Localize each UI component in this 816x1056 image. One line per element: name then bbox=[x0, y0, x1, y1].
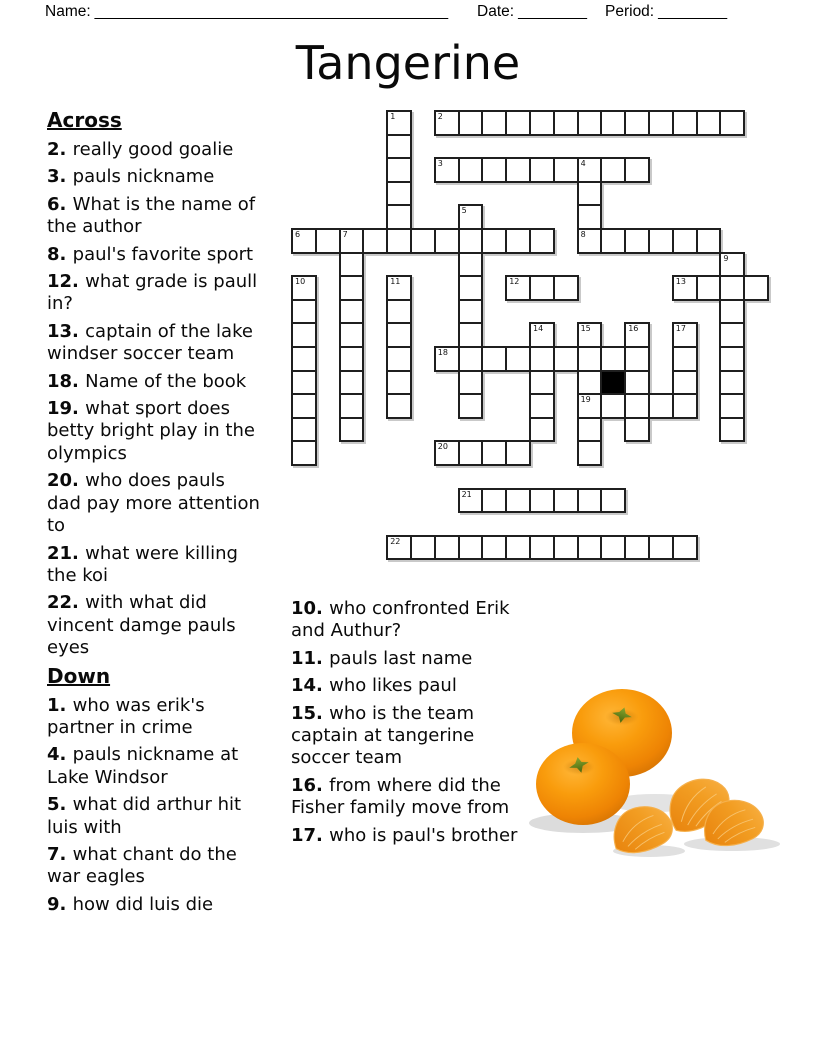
grid-cell[interactable] bbox=[719, 370, 745, 396]
grid-cell[interactable] bbox=[291, 299, 317, 325]
clue-1: 1. who was erik's partner in crime bbox=[47, 694, 205, 738]
grid-cell-number: 19 bbox=[580, 395, 591, 405]
grid-cell[interactable] bbox=[577, 204, 603, 230]
grid-cell-number: 20 bbox=[437, 442, 448, 452]
grid-cell[interactable] bbox=[719, 275, 745, 301]
grid-cell[interactable] bbox=[648, 535, 674, 561]
grid-cell[interactable] bbox=[458, 393, 484, 419]
grid-cell[interactable] bbox=[458, 488, 484, 514]
grid-cell[interactable] bbox=[743, 275, 769, 301]
clue-9: 9. how did luis die bbox=[47, 893, 214, 915]
clue-2: 2. really good goalie bbox=[47, 139, 234, 160]
grid-cell[interactable] bbox=[505, 488, 531, 514]
clue-19: 19. what sport does betty bright play in the olympics bbox=[47, 398, 255, 464]
grid-cell[interactable] bbox=[339, 299, 365, 325]
grid-cell[interactable] bbox=[434, 535, 460, 561]
grid-cell[interactable] bbox=[648, 393, 674, 419]
grid-cell[interactable] bbox=[434, 228, 460, 254]
grid-cell[interactable] bbox=[624, 370, 650, 396]
clue-14: 14. who likes paul bbox=[291, 675, 457, 697]
grid-cell[interactable] bbox=[386, 204, 412, 230]
across-heading: Across bbox=[47, 108, 122, 132]
grid-cell[interactable] bbox=[291, 228, 317, 254]
grid-cell[interactable] bbox=[577, 535, 603, 561]
down-heading: Down bbox=[47, 663, 111, 688]
grid-cell[interactable] bbox=[291, 370, 317, 396]
grid-cell-number: 18 bbox=[437, 348, 448, 357]
grid-cell[interactable] bbox=[672, 346, 698, 372]
grid-cell[interactable] bbox=[315, 228, 341, 254]
grid-cell[interactable] bbox=[458, 275, 484, 301]
grid-cell[interactable] bbox=[553, 488, 579, 514]
grid-cell[interactable] bbox=[577, 488, 603, 514]
grid-cell[interactable] bbox=[339, 370, 365, 396]
grid-cell-number: 10 bbox=[295, 277, 306, 287]
grid-cell[interactable] bbox=[458, 535, 484, 561]
grid-cell[interactable] bbox=[339, 275, 365, 301]
grid-cell[interactable] bbox=[672, 535, 698, 561]
grid-cell[interactable] bbox=[386, 134, 412, 160]
grid-cell-number: 4 bbox=[580, 159, 586, 169]
grid-cell[interactable] bbox=[529, 370, 555, 396]
grid-cell[interactable] bbox=[481, 440, 507, 466]
grid-cell[interactable] bbox=[600, 393, 626, 419]
grid-cell[interactable] bbox=[505, 535, 531, 561]
grid-cell[interactable] bbox=[529, 228, 555, 254]
grid-cell-number: 1 bbox=[390, 112, 396, 121]
grid-cell[interactable] bbox=[577, 157, 603, 183]
grid-cell[interactable] bbox=[577, 181, 603, 207]
grid-cell[interactable] bbox=[386, 322, 412, 348]
grid-cell[interactable] bbox=[529, 417, 555, 443]
grid-cell[interactable] bbox=[386, 157, 412, 183]
grid-cell[interactable] bbox=[481, 535, 507, 561]
grid-cell[interactable] bbox=[386, 275, 412, 301]
grid-cell[interactable] bbox=[672, 228, 698, 254]
grid-cell[interactable] bbox=[529, 157, 555, 183]
grid-cell-number: 2 bbox=[437, 112, 443, 121]
grid-cell[interactable] bbox=[624, 110, 650, 136]
grid-cell[interactable] bbox=[434, 346, 460, 372]
grid-cell[interactable] bbox=[291, 275, 317, 301]
grid-cell[interactable] bbox=[624, 157, 650, 183]
grid-cell[interactable] bbox=[577, 440, 603, 466]
grid-cell[interactable] bbox=[600, 488, 626, 514]
grid-cell[interactable] bbox=[553, 110, 579, 136]
grid-cell[interactable] bbox=[529, 488, 555, 514]
grid-cell[interactable] bbox=[719, 110, 745, 136]
clue-15: 15. who is the team captain at tangerine soccer team bbox=[291, 702, 475, 769]
grid-cell[interactable] bbox=[434, 110, 460, 136]
tangerine-illustration bbox=[527, 653, 816, 878]
grid-cell[interactable] bbox=[696, 228, 722, 254]
grid-cell[interactable] bbox=[529, 393, 555, 419]
grid-cell-number: 6 bbox=[295, 230, 301, 239]
grid-cell[interactable] bbox=[672, 322, 698, 348]
grid-cell[interactable] bbox=[529, 275, 555, 301]
grid-cell-number: 13 bbox=[675, 277, 686, 287]
grid-cell[interactable] bbox=[624, 346, 650, 372]
clue-16: 16. from where did the Fisher family move from bbox=[291, 774, 510, 819]
grid-cell[interactable] bbox=[505, 157, 531, 183]
grid-cell-number: 12 bbox=[509, 277, 520, 287]
grid-cell[interactable] bbox=[458, 440, 484, 466]
grid-cell[interactable] bbox=[410, 535, 436, 561]
clue-17: 17. who is paul's brother bbox=[291, 824, 518, 846]
grid-cell[interactable] bbox=[291, 393, 317, 419]
grid-cell[interactable] bbox=[291, 440, 317, 466]
grid-cell[interactable] bbox=[672, 275, 698, 301]
right-clue-column bbox=[291, 598, 531, 852]
clue-7: 7. what chant do the war eagles bbox=[47, 843, 237, 888]
clue-10: 10. who confronted Erik and Authur? bbox=[291, 598, 510, 642]
grid-cell[interactable] bbox=[696, 275, 722, 301]
grid-cell[interactable] bbox=[458, 322, 484, 348]
grid-cell[interactable] bbox=[529, 346, 555, 372]
across-clue-list bbox=[47, 139, 260, 660]
date-field bbox=[477, 2, 587, 22]
grid-cell[interactable] bbox=[458, 370, 484, 396]
grid-black-cell bbox=[600, 370, 626, 396]
grid-cell[interactable] bbox=[458, 157, 484, 183]
grid-cell[interactable] bbox=[434, 440, 460, 466]
grid-cell[interactable] bbox=[719, 252, 745, 278]
grid-cell[interactable] bbox=[481, 157, 507, 183]
clue-12: 12. what grade is paull in? bbox=[47, 271, 258, 315]
grid-cell[interactable] bbox=[434, 157, 460, 183]
grid-cell[interactable] bbox=[291, 322, 317, 348]
clue-8: 8. paul's favorite sport bbox=[47, 243, 254, 265]
grid-cell[interactable] bbox=[505, 110, 531, 136]
grid-cell-number: 22 bbox=[390, 536, 401, 546]
page-title: Tangerine bbox=[295, 36, 521, 90]
grid-cell[interactable] bbox=[719, 322, 745, 348]
period-field bbox=[605, 2, 727, 22]
grid-cell[interactable] bbox=[648, 228, 674, 254]
grid-cell[interactable] bbox=[672, 370, 698, 396]
grid-cell[interactable] bbox=[577, 346, 603, 372]
down-clue-list-left bbox=[47, 695, 260, 917]
grid-cell-number: 21 bbox=[461, 489, 472, 499]
down-clue-list-right bbox=[291, 598, 531, 847]
grid-cell[interactable] bbox=[600, 110, 626, 136]
date-label: Date: bbox=[477, 3, 515, 20]
grid-cell[interactable] bbox=[386, 370, 412, 396]
clue-3: 3. pauls nickname bbox=[47, 166, 215, 188]
period-label: Period: bbox=[605, 3, 655, 20]
grid-cell[interactable] bbox=[529, 110, 555, 136]
grid-cell[interactable] bbox=[577, 393, 603, 419]
grid-cell[interactable] bbox=[600, 228, 626, 254]
grid-cell[interactable] bbox=[624, 393, 650, 419]
grid-cell[interactable] bbox=[458, 346, 484, 372]
grid-cell-number: 11 bbox=[390, 277, 401, 287]
grid-cell[interactable] bbox=[339, 228, 365, 254]
clue-6: 6. What is the name of the author bbox=[47, 193, 256, 238]
date-blank-line: ________ bbox=[518, 3, 588, 20]
clue-5: 5. what did arthur hit luis with bbox=[47, 794, 242, 838]
grid-cell[interactable] bbox=[386, 346, 412, 372]
grid-cell[interactable] bbox=[600, 346, 626, 372]
grid-cell[interactable] bbox=[600, 535, 626, 561]
grid-cell-number: 17 bbox=[675, 324, 686, 334]
clue-18: 18. Name of the book bbox=[47, 370, 247, 392]
grid-cell[interactable] bbox=[458, 228, 484, 254]
grid-cell[interactable] bbox=[505, 346, 531, 372]
grid-cell[interactable] bbox=[529, 322, 555, 348]
grid-cell[interactable] bbox=[386, 181, 412, 207]
grid-cell[interactable] bbox=[339, 417, 365, 443]
grid-cell[interactable] bbox=[696, 110, 722, 136]
grid-cell[interactable] bbox=[719, 299, 745, 325]
grid-cell-number: 14 bbox=[533, 324, 544, 334]
left-clue-column bbox=[47, 109, 260, 921]
grid-cell-number: 7 bbox=[342, 230, 348, 239]
grid-cell-number: 9 bbox=[723, 253, 729, 263]
grid-cell[interactable] bbox=[672, 393, 698, 419]
period-blank-line: ________ bbox=[658, 3, 728, 20]
grid-cell[interactable] bbox=[386, 110, 412, 136]
grid-cell[interactable] bbox=[458, 204, 484, 230]
grid-cell[interactable] bbox=[553, 157, 579, 183]
grid-cell[interactable] bbox=[339, 346, 365, 372]
grid-cell[interactable] bbox=[458, 110, 484, 136]
grid-cell[interactable] bbox=[458, 252, 484, 278]
grid-cell[interactable] bbox=[291, 346, 317, 372]
grid-cell[interactable] bbox=[648, 110, 674, 136]
grid-cell[interactable] bbox=[505, 228, 531, 254]
tangerine-segments bbox=[612, 777, 780, 858]
grid-cell[interactable] bbox=[577, 322, 603, 348]
name-field bbox=[45, 2, 448, 22]
clue-20: 20. who does pauls dad pay more attention to bbox=[47, 470, 260, 537]
name-blank-line: _________________________________________ bbox=[94, 3, 449, 20]
clue-4: 4. pauls nickname at Lake Windsor bbox=[47, 744, 239, 788]
clue-22: 22. with what did vincent damge pauls eyes bbox=[47, 592, 236, 659]
grid-cell-number: 16 bbox=[628, 324, 639, 334]
name-label: Name: bbox=[45, 3, 91, 20]
grid-cell[interactable] bbox=[505, 275, 531, 301]
grid-cell[interactable] bbox=[624, 322, 650, 348]
grid-cell-number: 3 bbox=[437, 159, 443, 169]
grid-cell[interactable] bbox=[577, 417, 603, 443]
grid-cell[interactable] bbox=[481, 488, 507, 514]
grid-cell[interactable] bbox=[362, 228, 388, 254]
grid-cell[interactable] bbox=[529, 535, 555, 561]
grid-cell[interactable] bbox=[481, 228, 507, 254]
grid-cell[interactable] bbox=[577, 228, 603, 254]
clue-11: 11. pauls last name bbox=[291, 647, 473, 669]
grid-cell-number: 8 bbox=[580, 230, 586, 239]
grid-cell[interactable] bbox=[339, 393, 365, 419]
grid-cell[interactable] bbox=[553, 535, 579, 561]
grid-cell[interactable] bbox=[624, 535, 650, 561]
grid-cell[interactable] bbox=[291, 417, 317, 443]
grid-cell[interactable] bbox=[577, 110, 603, 136]
grid-cell[interactable] bbox=[481, 346, 507, 372]
grid-cell[interactable] bbox=[481, 110, 507, 136]
grid-cell[interactable] bbox=[386, 299, 412, 325]
grid-cell[interactable] bbox=[719, 393, 745, 419]
grid-cell[interactable] bbox=[386, 393, 412, 419]
grid-cell[interactable] bbox=[672, 110, 698, 136]
grid-cell[interactable] bbox=[339, 252, 365, 278]
grid-cell[interactable] bbox=[553, 346, 579, 372]
grid-cell[interactable] bbox=[624, 228, 650, 254]
grid-cell[interactable] bbox=[719, 417, 745, 443]
grid-cell[interactable] bbox=[505, 440, 531, 466]
clue-13: 13. captain of the lake windser soccer team bbox=[47, 320, 253, 365]
grid-cell[interactable] bbox=[339, 322, 365, 348]
grid-cell[interactable] bbox=[386, 535, 412, 561]
grid-cell-number: 5 bbox=[461, 206, 467, 216]
grid-cell[interactable] bbox=[624, 417, 650, 443]
grid-cell-number: 15 bbox=[580, 324, 591, 334]
grid-cell[interactable] bbox=[577, 370, 603, 396]
grid-cell[interactable] bbox=[410, 228, 436, 254]
grid-cell[interactable] bbox=[458, 299, 484, 325]
grid-cell[interactable] bbox=[600, 157, 626, 183]
grid-cell[interactable] bbox=[553, 275, 579, 301]
grid-cell[interactable] bbox=[386, 228, 412, 254]
clue-21: 21. what were killing the koi bbox=[47, 542, 238, 586]
grid-cell[interactable] bbox=[719, 346, 745, 372]
